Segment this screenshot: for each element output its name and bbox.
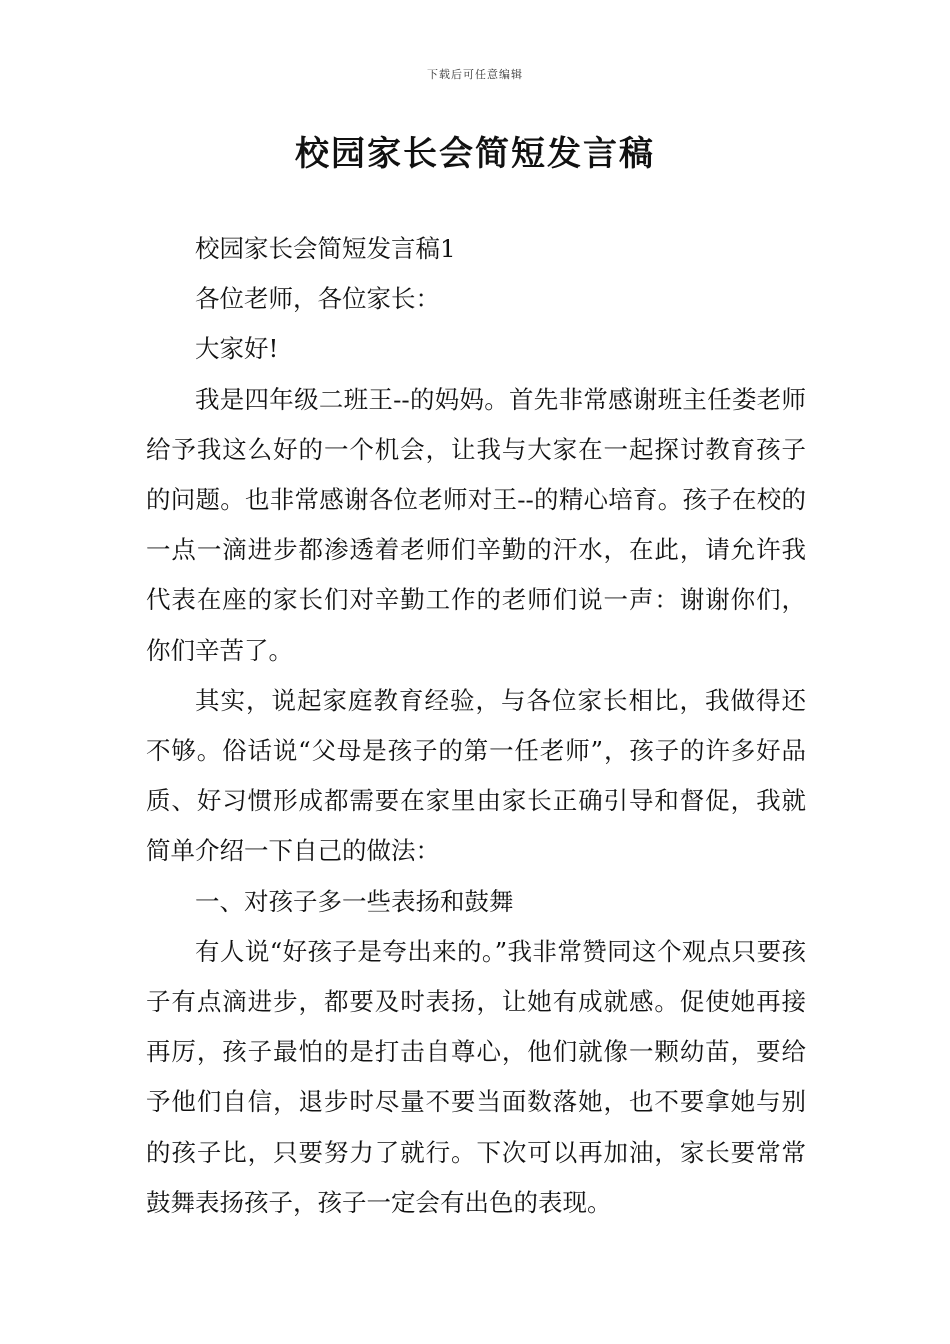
subtitle-paragraph: 校园家长会简短发言稿1 — [195, 234, 456, 263]
intro-paragraph: 我是四年级二班王--的妈妈。首先非常感谢班主任娄老师给予我这么好的一个机会，让我与大家在一起探讨教育孩子的问题。也非常感谢各位老师对王--的精心培育。孩子在校的一点一滴进步都渗透着老师们辛勤的汗水，在此，请允许我代表在座的家长们对辛勤工作的老师们说一声：谢谢你们，你们辛苦了。 — [146, 384, 806, 665]
salutation-paragraph: 各位老师，各位家长： — [195, 284, 440, 314]
greeting-paragraph: 大家好! — [195, 334, 279, 364]
document-title: 校园家长会简短发言稿 — [295, 134, 655, 174]
praise-paragraph: 有人说“好孩子是夸出来的。”我非常赞同这个观点只要孩子有点滴进步，都要及时表扬，让她有成就感。促使她再接再厉，孩子最怕的是打击自尊心，他们就像一颗幼苗，要给予他们自信，退步时尽量不要当面数落她，也不要拿她与别的孩子比，只要努力了就行。下次可以再加油，家长要常常鼓舞表扬孩子，孩子一定会有出色的表现。 — [146, 936, 806, 1217]
section-heading: 一、对孩子多一些表扬和鼓舞 — [195, 886, 514, 916]
experience-paragraph: 其实，说起家庭教育经验，与各位家长相比，我做得还不够。俗话说“父母是孩子的第一任老师”，孩子的许多好品质、好习惯形成都需要在家里由家长正确引导和督促，我就简单介绍一下自己的做法： — [146, 685, 806, 866]
header-note: 下载后可任意编辑 — [427, 68, 523, 81]
document-body — [146, 224, 806, 1228]
